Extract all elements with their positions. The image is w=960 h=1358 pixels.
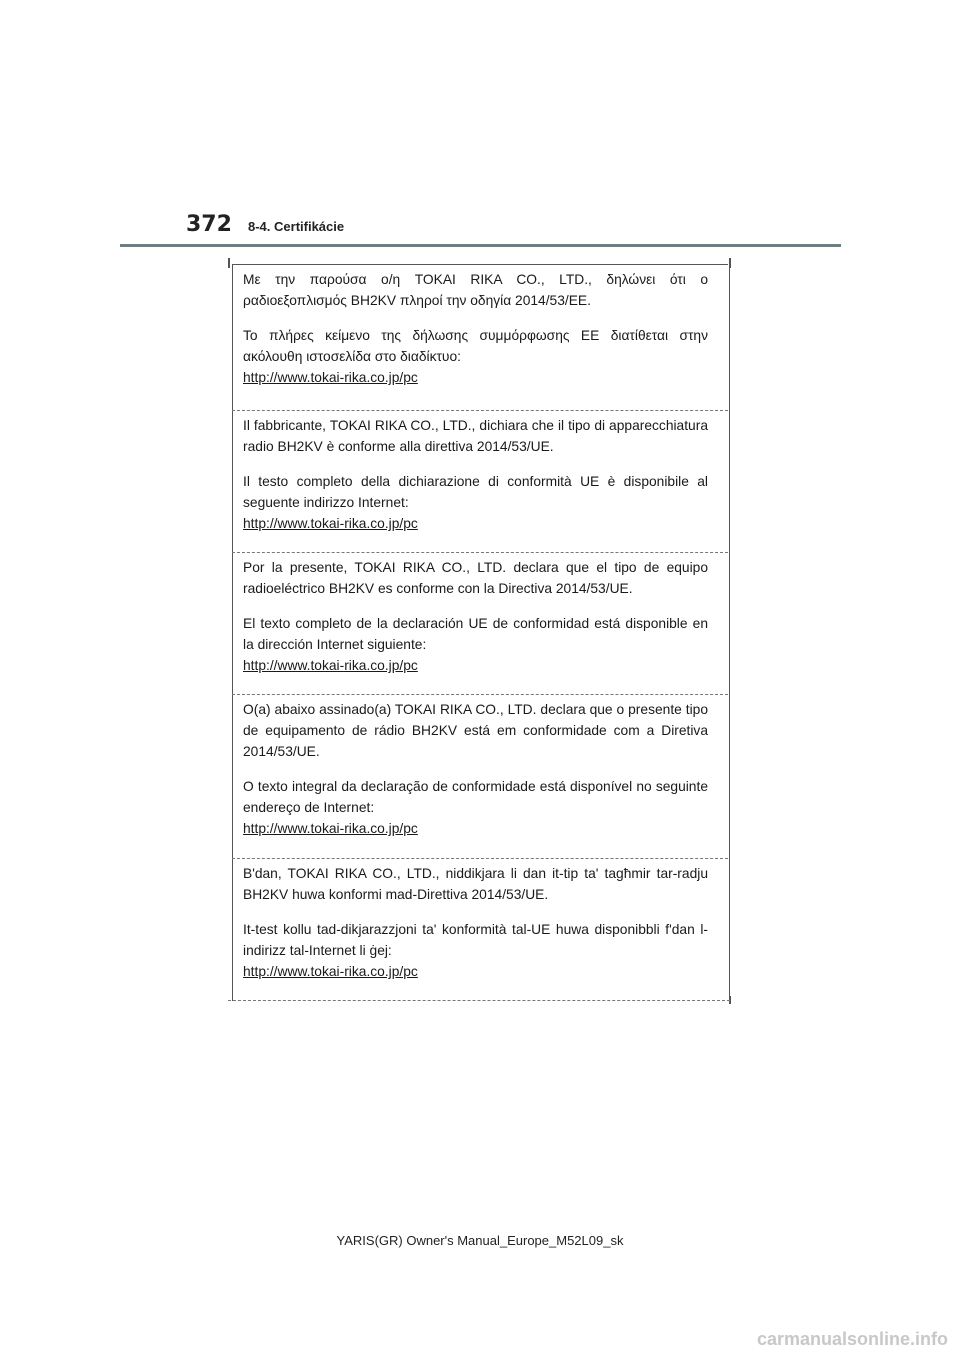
declaration-statement: Il fabbricante, TOKAI RIKA CO., LTD., dichiara che il tipo di apparecchiatura radio BH2KV è conforme alla direttiva 2014/53/UE. <box>243 418 708 454</box>
watermark: carmanualsonline.info <box>756 1329 948 1349</box>
declaration-availability: O texto integral da declaração de conformidade está disponível no seguinte endereço de Internet: <box>243 779 708 815</box>
declaration-link[interactable]: http://www.tokai-rika.co.jp/pc <box>243 964 418 979</box>
declaration-link[interactable]: http://www.tokai-rika.co.jp/pc <box>243 658 418 673</box>
declaration-link[interactable]: http://www.tokai-rika.co.jp/pc <box>243 821 418 836</box>
page-number: 372 <box>186 212 232 237</box>
declaration-statement: Por la presente, TOKAI RIKA CO., LTD. declara que el tipo de equipo radioeléctrico BH2KV es conforme con la Directiva 2014/53/UE. <box>243 560 708 596</box>
declaration-greek <box>232 264 728 410</box>
declaration-link[interactable]: http://www.tokai-rika.co.jp/pc <box>243 370 418 385</box>
declaration-portuguese <box>232 694 728 858</box>
box-corner-mark-left <box>228 258 230 268</box>
declaration-link[interactable]: http://www.tokai-rika.co.jp/pc <box>243 516 418 531</box>
footer-text: YARIS(GR) Owner's Manual_Europe_M52L09_sk <box>336 1233 624 1248</box>
declaration-availability: It-test kollu tad-dikjarazzjoni ta' konformità tal-UE huwa disponibbli f'dan l-indirizz tal-Internet li ġej: <box>243 922 708 958</box>
declaration-availability: El texto completo de la declaración UE de conformidad está disponible en la dirección Internet siguiente: <box>243 616 708 652</box>
declaration-availability: Το πλήρες κείμενο της δήλωσης συμμόρφωσης ΕΕ διατίθεται στην ακόλουθη ιστοσελίδα στο διαδίκτυο: <box>243 328 708 364</box>
declaration-statement: Με την παρούσα ο/η TOKAI RIKA CO., LTD., δηλώνει ότι ο ραδιοεξοπλισμός BH2KV πληροί την οδηγία 2014/53/EE. <box>243 272 708 308</box>
box-bottom-rule <box>228 1000 730 1001</box>
declaration-maltese <box>232 858 728 1000</box>
box-corner-mark-right <box>729 258 731 268</box>
declaration-spanish <box>232 552 728 694</box>
declaration-availability: Il testo completo della dichiarazione di conformità UE è disponibile al seguente indirizzo Internet: <box>243 474 708 510</box>
declaration-italian <box>232 410 728 552</box>
header-divider <box>120 244 841 247</box>
section-title: 8-4. Certifikácie <box>248 219 345 234</box>
declaration-statement: B'dan, TOKAI RIKA CO., LTD., niddikjara li dan it-tip ta' tagħmir tar-radju BH2KV huwa konformi mad-Direttiva 2014/53/UE. <box>243 866 708 902</box>
declaration-statement: O(a) abaixo assinado(a) TOKAI RIKA CO., LTD. declara que o presente tipo de equipamento de rádio BH2KV está em conformidade com a Diretiva 2014/53/UE. <box>243 702 708 759</box>
